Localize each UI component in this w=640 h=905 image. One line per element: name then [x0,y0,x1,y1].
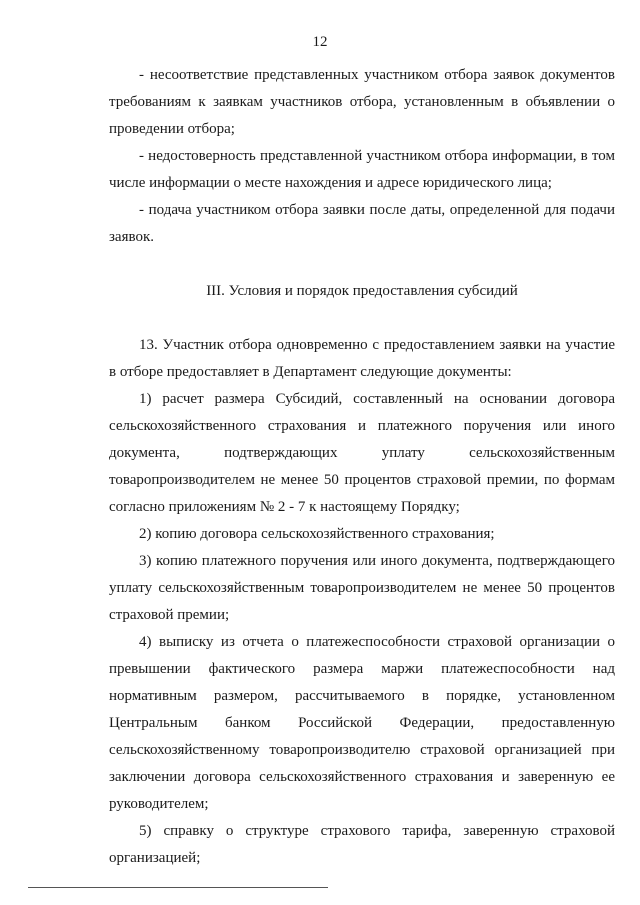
footer-divider [28,887,328,888]
paragraph-doc-1: 1) расчет размера Субсидий, составленный на основании договора сельскохозяйственного страхования и платежного поручения или иного документа, подтверждающих уплату сельскохозяйственным товаропроизводителем не менее 50 процентов страховой премии, по формам согласно приложениям № 2 - 7 к настоящему Порядку; [109,391,615,515]
paragraph-rejection-reason-1: - несоответствие представленных участником отбора заявок документов требованиям к заявкам участников отбора, установленным в объявлении о проведении отбора; [109,67,615,137]
paragraph-doc-3: 3) копию платежного поручения или иного документа, подтверждающего уплату сельскохозяйственным товаропроизводителем не менее 50 процентов страховой премии; [109,553,615,623]
paragraph-item-13: 13. Участник отбора одновременно с предоставлением заявки на участие в отборе предоставляет в Департамент следующие документы: [109,337,615,380]
section-heading: III. Условия и порядок предоставления субсидий [206,283,518,299]
paragraph-doc-2: 2) копию договора сельскохозяйственного страхования; [139,526,495,542]
paragraph-rejection-reason-3: - подача участником отбора заявки после даты, определенной для подачи заявок. [109,202,615,245]
document-body [109,62,615,872]
paragraph-doc-5: 5) справку о структуре страхового тарифа, заверенную страховой организацией; [109,823,615,866]
paragraph-rejection-reason-2: - недостоверность представленной участником отбора информации, в том числе информации о месте нахождения и адресе юридического лица; [109,148,615,191]
page-number: 12 [312,34,328,50]
paragraph-doc-4: 4) выписку из отчета о платежеспособности страховой организации о превышении фактического размера маржи платежеспособности над нормативным размером, рассчитываемого в порядке, установленном Центральным банком Российской Федерации, предоставленную сельскохозяйственному товаропроизводителю страховой организацией при заключении договора сельскохозяйственного страхования и заверенную ее руководителем; [109,634,615,812]
